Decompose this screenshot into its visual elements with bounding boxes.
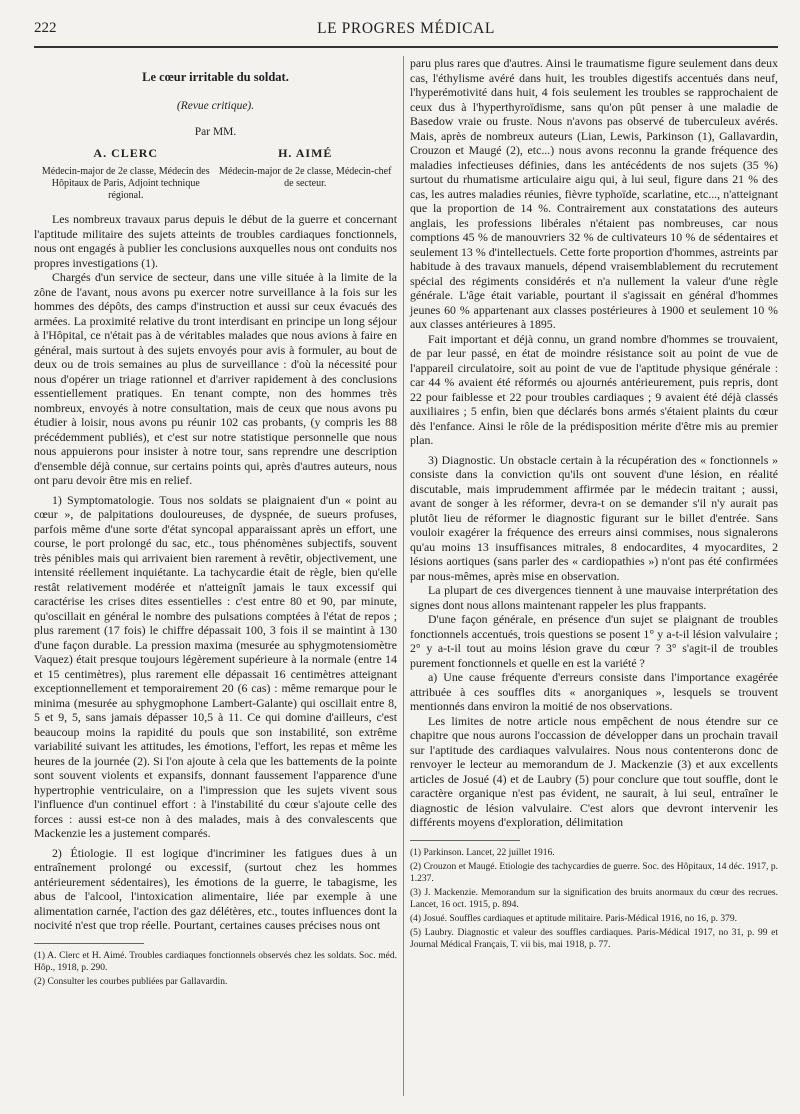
article-subtitle: (Revue critique). [176,99,255,112]
footnotes-right [410,847,778,951]
author-clerc [36,146,216,203]
left-column [34,56,397,990]
page-header [34,20,778,44]
article-by: Par MM. [194,126,237,138]
body-paragraph: Les nombreux travaux parus depuis le début de la guerre et concernant l'aptitude militaire des sujets atteints de troubles cardiaques fonctionnels, nous ont engagés à publier les conclusions auxquelles nous ont conduits nos propres investigations (1). [34,212,397,270]
column-divider [403,56,404,1096]
footnote: (3) J. Mackenzie. Memorandum sur la signification des bruits anormaux du cœur des recrues. Lancet, 16 oct. 1915, p. 894. [410,887,778,910]
author-affiliation: Médecin-major de 2e classe, Médecin des Hôpitaux de Paris, Adjoint technique régional. [41,166,210,201]
author-name: A. CLERC [93,145,159,160]
section-symptomatologie: 1) Symptomatologie. Tous nos soldats se plaignaient d'un « point au cœur », de palpitations douloureuses, de dyspnée, de sueurs profuses, parfois même d'une sorte d'état syncopal apparaissant après un effort, une course, le port prolongé du sac, etc., tous phénomènes subjectifs, souvent très pénibles mais qui arrivaient bien rarement à revêtir, objectivement, une intensité réellement inquiétante. La tachycardie était de règle, bien qu'elle restât relativement modérée et n'atteignît jamais le taux excessif qui caractérise les crises dites essentielles : c'est entre 80 et 90, par minute, qu'oscillait en général le nombre des pulsations comptées à l'état de repos ; plus rarement (17 fois) le chiffre dépassait 100, 3 fois il se maintint à 130 d'une façon durable. La pression maxima (mesurée au sphygmotensiomètre Vaquez) était presque toujours légèrement supérieure à la normale (entre 14 et 15 centimètres), plus rarement elle dépassait 16 centimètres atteignant exceptionnellement et temporairement 20 (6 cas) : même remarque pour le minima (mesurée au sphygmophone Lambert-Galante) qui oscillait entre 8, 5 et 9, 5, sans jamais dépasser 10,5 à 11. Ce qui domine d'ailleurs, c'est beaucoup moins la rapidité du pouls que son instabilité, son extrême variabilité suivant les attitudes, les émotions, l'effort, les repas et même les heures de la journée (2). Si l'on ajoute à cela que les battements de la pointe sont souvent violents et expansifs, donnant faussement l'apparence d'une hypertrophie ventriculaire, on a l'impression que les sujets vivent sous l'influence d'un continuel effort : à l'instabilité du cœur s'ajoute celle des forces : aussi est-ce non à des malades, mais à des convalescents que Mackenzie les a justement comparés. [34,492,397,840]
footnote: (5) Laubry. Diagnostic et valeur des souffles cardiaques. Paris-Médical 1917, no 31, p. 99 et Journal Médical Français, T. vii bis, mai 1918, p. 77. [410,927,778,950]
body-paragraph: La plupart de ces divergences tiennent à une mauvaise interprétation des signes dont nous allons maintenant rappeler les plus frappants. [410,583,778,612]
footnote: (1) A. Clerc et H. Aimé. Troubles cardiaques fonctionnels observés chez les soldats. Soc. méd. Hôp., 1918, p. 290. [34,950,397,973]
footnotes-left [34,950,397,988]
page-number: 222 [34,20,57,36]
footnote-rule [410,840,520,841]
author-affiliation: Médecin-major de 2e classe, Médecin-chef de secteur. [219,166,392,189]
body-paragraph: Les limites de notre article nous empêchent de nous étendre sur ce chapitre que nous aurons l'occassion de développer dans un prochain travail sur l'aptitude des cardiaques valvulaires. Nous nous contenterons donc de renvoyer le lecteur au memorandum de J. Mackenzie (3) et aux excellents articles de Josué (4) et de Laubry (5) pour conclure que tout souffle, dont le caractère organique n'est pas évident, ne saurait, à lui seul, entraîner le diagnostic de lésion valvulaire. C'est alors que devront intervenir les différents moyens d'exploration, délimitation [410,713,778,829]
body-paragraph: D'une façon générale, en présence d'un sujet se plaignant de troubles fonctionnels accentués, trois questions se posent 1° y a-t-il lésion valvulaire ; 2° y a-t-il tout au moins lésion grave du cœur ? 3° s'agit-il de troubles purement fonctionnels et quelle en est la variété ? [410,612,778,670]
section-diagnostic: 3) Diagnostic. Un obstacle certain à la récupération des « fonctionnels » consiste dans la conviction qu'ils ont souvent d'une lésion, en réalité discutable, mais imprudemment affirmée par le médecin traitant ; aussi, avant de songer à les réformer, devra-t on se demander s'il n'y aurait pas plutôt lieu de réformer le diagnostic figurant sur le billet d'entrée. Sans vouloir exagérer la fréquence des erreurs ainsi commises, nous signalerons qu'au moins 13 insuffisances mitrales, 8 endocardites, 4 myocardites, 2 lésions aortiques (sans parler des « cardiopathies ») n'ont pas été confirmées par nous-mêmes, après mise en observation. [410,452,778,583]
footnote-rule [34,943,144,944]
article-heading [34,70,397,202]
right-column [410,56,778,953]
body-paragraph: Chargés d'un service de secteur, dans une ville située à la limite de la zône de l'avant, nous avons pu exercer notre surveillance à la fois sur les hommes des dépôts, des camps d'instruction et aussi sur ceux évacués des armées. La proximité relative du tront interdisant en principe un long séjour à l'Hôpital, ce n'était pas à de véritables malades que nous avions à faire en général, mais surtout à des sujets envoyés pour avis à formuler, au bout de deux ou de trois semaines au plus de surveillance : d'où la nécessité pour nous d'opérer un triage rationnel et d'arriver rapidement à des conclusions essentiellement pratiques. En tenant compte, non des hommes très nombreux, envoyés à notre consultation, mais de ceux que nous avons pu étudier à loisir, nous avons pu réunir 102 cas probants, (y compris les 88 précédemment publiés), et c'est sur notre statistique personnelle que nous nous appuierons pour insister à notre tour, sans reprendre une description d'ensemble déjà connue, sur certains points qui, après d'autres auteurs, nous ont paru devoir être mis en relief. [34,270,397,487]
body-paragraph: Fait important et déjà connu, un grand nombre d'hommes se trouvaient, de par leur passé, en état de moindre résistance soit au point de vue de l'appareil circulatoire, soit au point de vue de l'aptitude physique générale : car 44 % avaient été réformés ou ajournés antérieurement, puis repris, dont 22 pour faiblesse et 22 pour troubles cardiaques ; 9 avaient été déjà classés auxiliaires ; 5 enfin, bien que déclarés bons armés s'étaient plaints du cœur dès l'enfance. Ainsi le rôle de la prédisposition mérite d'être mis au premier plan. [410,331,778,447]
author-block [34,146,397,203]
journal-title: LE PROGRES MÉDICAL [317,20,495,37]
article-title: Le cœur irritable du soldat. [142,70,289,84]
author-name: H. AIMÉ [278,145,333,160]
body-paragraph: a) Une cause fréquente d'erreurs consiste dans l'importance exagérée attribuée à ces souffles dits « anorganiques », lesquels se trouvent mentionnés dans environ la moitié de nos observations. [410,670,778,713]
footnote: (2) Crouzon et Maugé. Etiologie des tachycardies de guerre. Soc. des Hôpitaux, 14 déc. 1917, p. 1.237. [410,861,778,884]
footnote: (4) Josué. Souffles cardiaques et aptitude militaire. Paris-Médical 1916, no 16, p. 379. [410,913,737,924]
footnote: (2) Consulter les courbes publiées par Gallavardin. [34,976,228,987]
body-paragraph: paru plus rares que d'autres. Ainsi le traumatisme figure seulement dans deux cas, l'éthylisme avéré dans huit, les troubles digestifs accentués dans neuf, l'hyperémotivité dans huit, 4 fois seulement les troubles se rapprochaient de ceux dus à l'hyperthyroïdisme, sans qu'on pût penser à une maladie de Basedow vraie ou fruste. Nous n'avons pas observé de tuberculeux avérés. Mais, après de nombreux auteurs (Lian, Lewis, Parkinson (1), Gallavardin, Crouzon et Maugé (2), etc...) nous avons reconnu la grande fréquence des maladies infectieuses définies, dans les antécédents de nos sujets (35 %) surtout du rhumatisme articulaire aigu qui, à lui seul, figure dans 21 % des cas, les autres maladies réunies, fièvre typhoïde, scarlatine, etc..., n'atteignant que la proportion de 14 %. Contrairement aux constatations des auteurs anglais, les professions libérales n'étaient pas nombreuses, car nous comptions 45 % de manouvriers 32 % de cultivateurs 10 % de sédentaires et seulement 13 % d'intellectuels. Cette forte proportion d'hommes, astreints par habitude à des travaux manuels, dépend vraisemblablement du recrutement spécial des régiments considérés et n'a nullement la valeur d'une règle générale. L'âge était variable, pourtant il s'agissait en général d'hommes jeunes 60 % appartenant aux classes postérieures à 1900 et seulement 10 % aux classes antérieures à 1895. [410,56,778,331]
author-aime [216,146,396,203]
footnote: (1) Parkinson. Lancet, 22 juillet 1916. [410,847,555,858]
section-etiologie: 2) Étiologie. Il est logique d'incriminer les fatigues dues à un entraînement prolongé ou excessif, (surtout chez les hommes antérieurement sédentaires), les émotions de la guerre, le tabagisme, les abus de l'alcool, l'intoxication alimentaire, liée par exemple à une alimentation carnée, l'action des gaz délétères, etc., toutes influences dont la nocivité n'est que trop réelle. Pourtant, certaines causes précises nous ont [34,845,397,932]
header-rule [34,46,778,48]
